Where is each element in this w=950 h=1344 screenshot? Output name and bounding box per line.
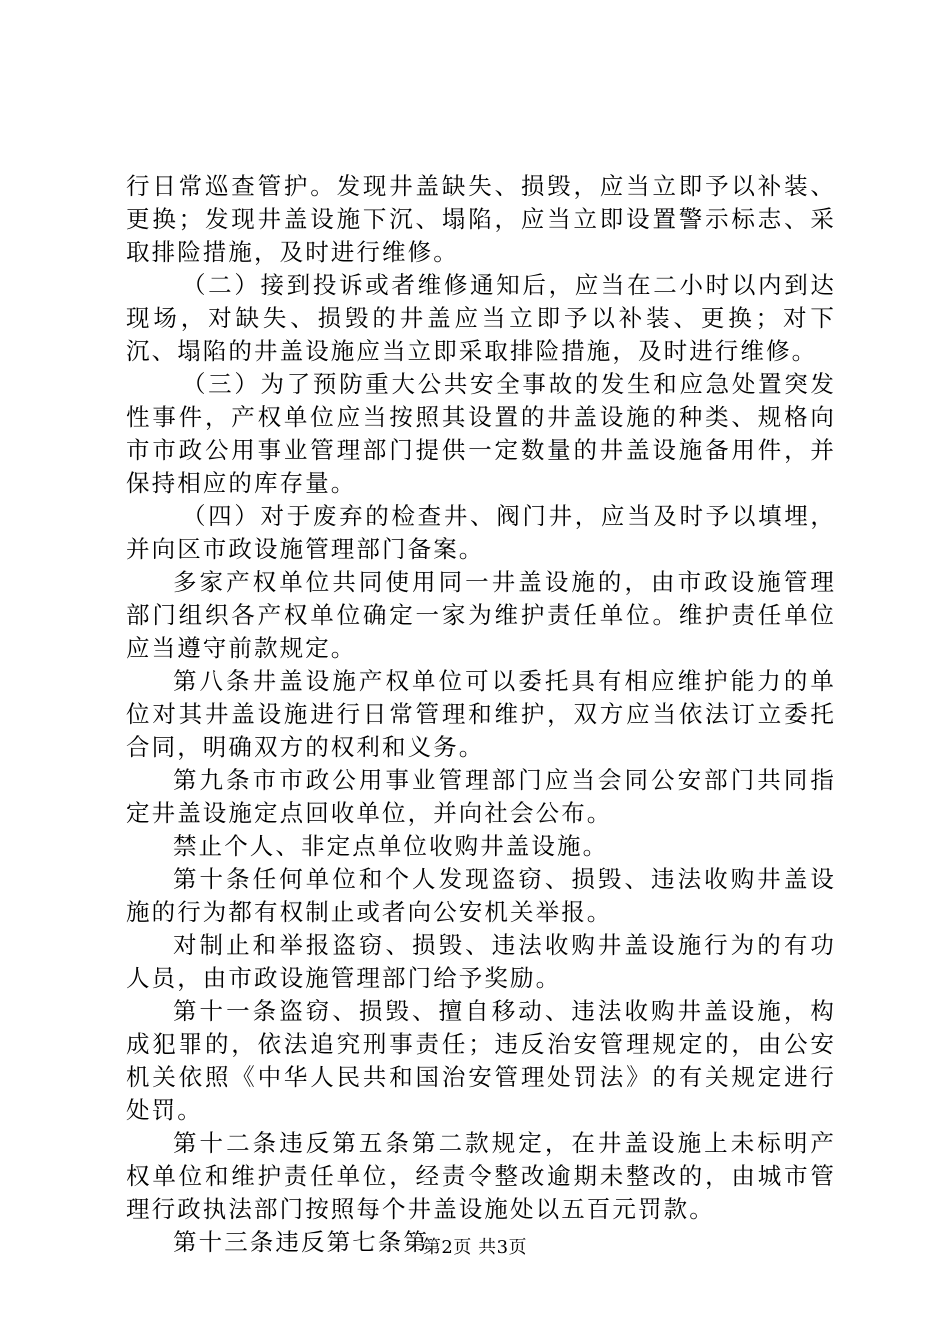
page-footer: [0, 1237, 950, 1259]
paragraph-shared-facility: 多家产权单位共同使用同一井盖设施的，由市政设施管理部门组织各产权单位确定一家为维护责任单位。维护责任单位应当遵守前款规定。: [126, 568, 836, 662]
paragraph-prohibition: 禁止个人、非定点单位收购井盖设施。: [173, 832, 609, 860]
page-number-label: 第2页 共3页: [422, 1237, 528, 1258]
document-body: [126, 170, 836, 1259]
paragraph-article-11: 第十一条盗窃、损毁、擅自移动、违法收购井盖设施，构成犯罪的，依法追究刑事责任；违反治安管理规定的，由公安机关依照《中华人民共和国治安管理处罚法》的有关规定进行处罚。: [126, 997, 836, 1124]
paragraph-article-12: 第十二条违反第五条第二款规定，在井盖设施上未标明产权单位和维护责任单位，经责令整改逾期未整改的，由城市管理行政执法部门按照每个井盖设施处以五百元罚款。: [126, 1129, 836, 1223]
paragraph-item-4: （四）对于废弃的检查井、阀门井，应当及时予以填埋，并向区市政设施管理部门备案。: [126, 502, 836, 563]
paragraph-item-3: （三）为了预防重大公共安全事故的发生和应急处置突发性事件，产权单位应当按照其设置的井盖设施的种类、规格向市市政公用事业管理部门提供一定数量的井盖设施备用件，并保持相应的库存量。: [126, 370, 836, 497]
paragraph-article-13: 第十三条违反第七条第: [173, 1228, 429, 1256]
paragraph-reward: 对制止和举报盗窃、损毁、违法收购井盖设施行为的有功人员，由市政设施管理部门给予奖励。: [126, 931, 836, 992]
paragraph-article-10: 第十条任何单位和个人发现盗窃、损毁、违法收购井盖设施的行为都有权制止或者向公安机关举报。: [126, 865, 836, 926]
paragraph-article-8: 第八条井盖设施产权单位可以委托具有相应维护能力的单位对其井盖设施进行日常管理和维护，双方应当依法订立委托合同，明确双方的权利和义务。: [126, 667, 836, 761]
paragraph-item-2: （二）接到投诉或者维修通知后，应当在二小时以内到达现场，对缺失、损毁的井盖应当立即予以补装、更换；对下沉、塌陷的井盖设施应当立即采取排险措施，及时进行维修。: [126, 271, 836, 365]
paragraph-article-9: 第九条市市政公用事业管理部门应当会同公安部门共同指定井盖设施定点回收单位，并向社会公布。: [126, 766, 836, 827]
paragraph-continuation: 行日常巡查管护。发现井盖缺失、损毁，应当立即予以补装、更换；发现井盖设施下沉、塌陷，应当立即设置警示标志、采取排险措施，及时进行维修。: [126, 172, 836, 266]
